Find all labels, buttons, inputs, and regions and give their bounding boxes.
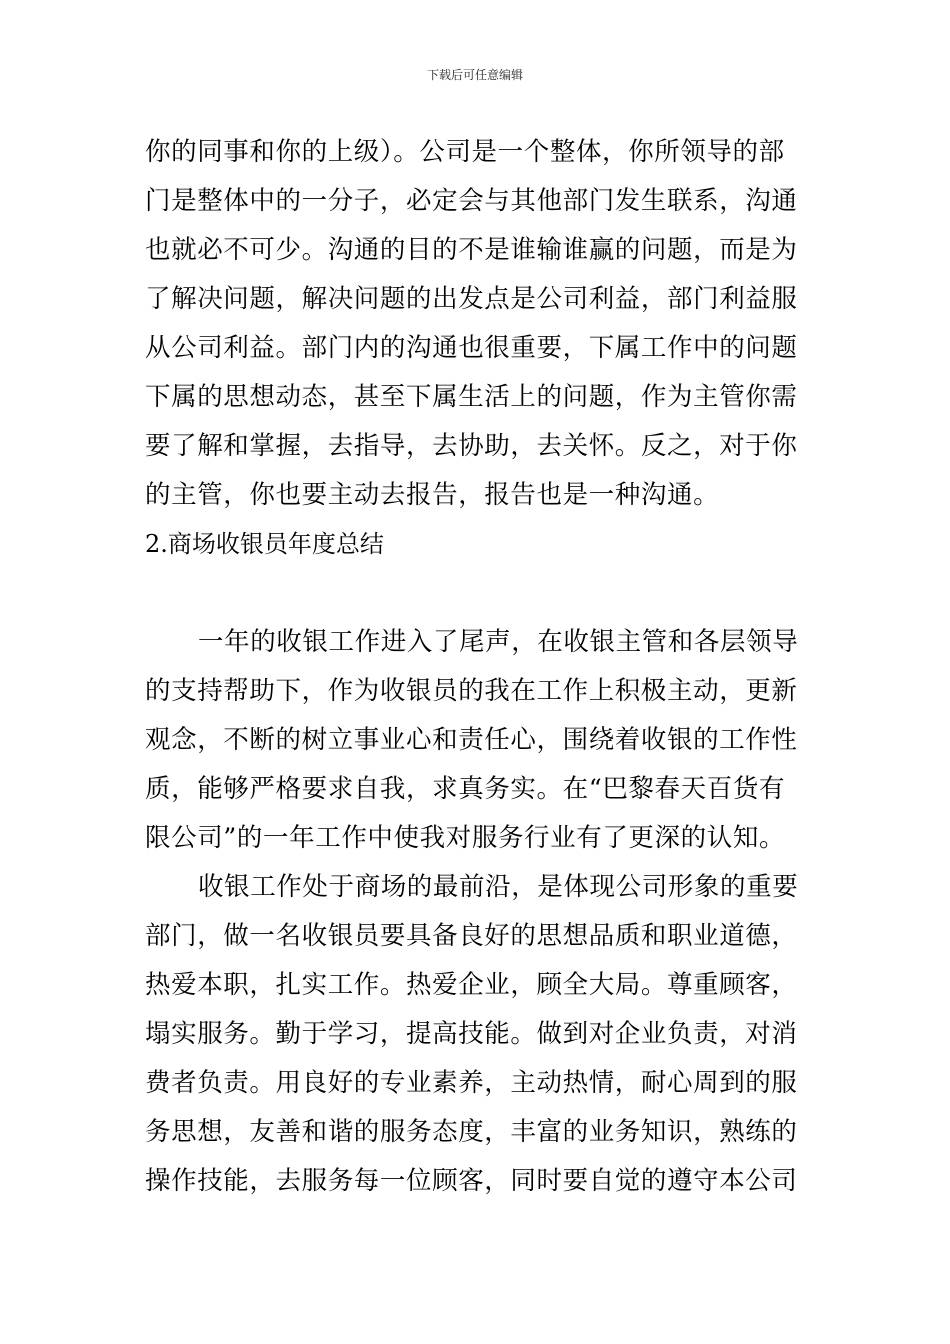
text-line: 热爱本职，扎实工作。热爱企业，顾全大局。尊重顾客， (145, 970, 798, 1000)
blank-line (145, 569, 815, 618)
text-line: 费者负责。用良好的专业素养，主动热情，耐心周到的服 (145, 1068, 798, 1098)
text-line: 务思想，友善和谐的服务态度，丰富的业务知识，熟练的 (145, 1117, 798, 1147)
document-body (145, 128, 815, 1206)
text-line: 了解决问题，解决问题的出发点是公司利益，部门利益服 (145, 284, 798, 314)
text-line: 要了解和掌握，去指导，去协助，去关怀。反之，对于你 (145, 431, 798, 461)
text-line: 的主管，你也要主动去报告，报告也是一种沟通。 (145, 480, 720, 510)
text-line: 从公司利益。部门内的沟通也很重要，下属工作中的问题 (145, 333, 798, 363)
text-line: 观念，不断的树立事业心和责任心，围绕着收银的工作性 (145, 725, 798, 755)
text-line: 的支持帮助下，作为收银员的我在工作上积极主动，更新 (145, 676, 798, 706)
text-line: 收银工作处于商场的最前沿，是体现公司形象的重要 (198, 872, 799, 902)
paragraph-3 (145, 863, 815, 1206)
text-line: 也就必不可少。沟通的目的不是谁输谁赢的问题，而是为 (145, 235, 798, 265)
text-line: 一年的收银工作进入了尾声，在收银主管和各层领导 (198, 627, 799, 657)
text-line: 部门，做一名收银员要具备良好的思想品质和职业道德， (145, 921, 798, 951)
text-line: 门是整体中的一分子，必定会与其他部门发生联系，沟通 (145, 186, 798, 216)
text-line: 你的同事和你的上级）。公司是一个整体，你所领导的部 (145, 137, 785, 167)
page-header: 下载后可任意编辑 (426, 68, 523, 82)
paragraph-1 (145, 128, 815, 520)
section-heading: 2.商场收银员年度总结 (145, 530, 384, 558)
paragraph-2 (145, 618, 815, 863)
text-line: 塌实服务。勤于学习，提高技能。做到对企业负责，对消 (145, 1019, 798, 1049)
text-line: 操作技能，去服务每一位顾客，同时要自觉的遵守本公司 (145, 1166, 798, 1196)
text-line: 限公司”的一年工作中使我对服务行业有了更深的认知。 (145, 823, 786, 853)
text-line: 质，能够严格要求自我，求真务实。在“巴黎春天百货有 (145, 774, 786, 804)
text-line: 下属的思想动态，甚至下属生活上的问题，作为主管你需 (145, 382, 798, 412)
